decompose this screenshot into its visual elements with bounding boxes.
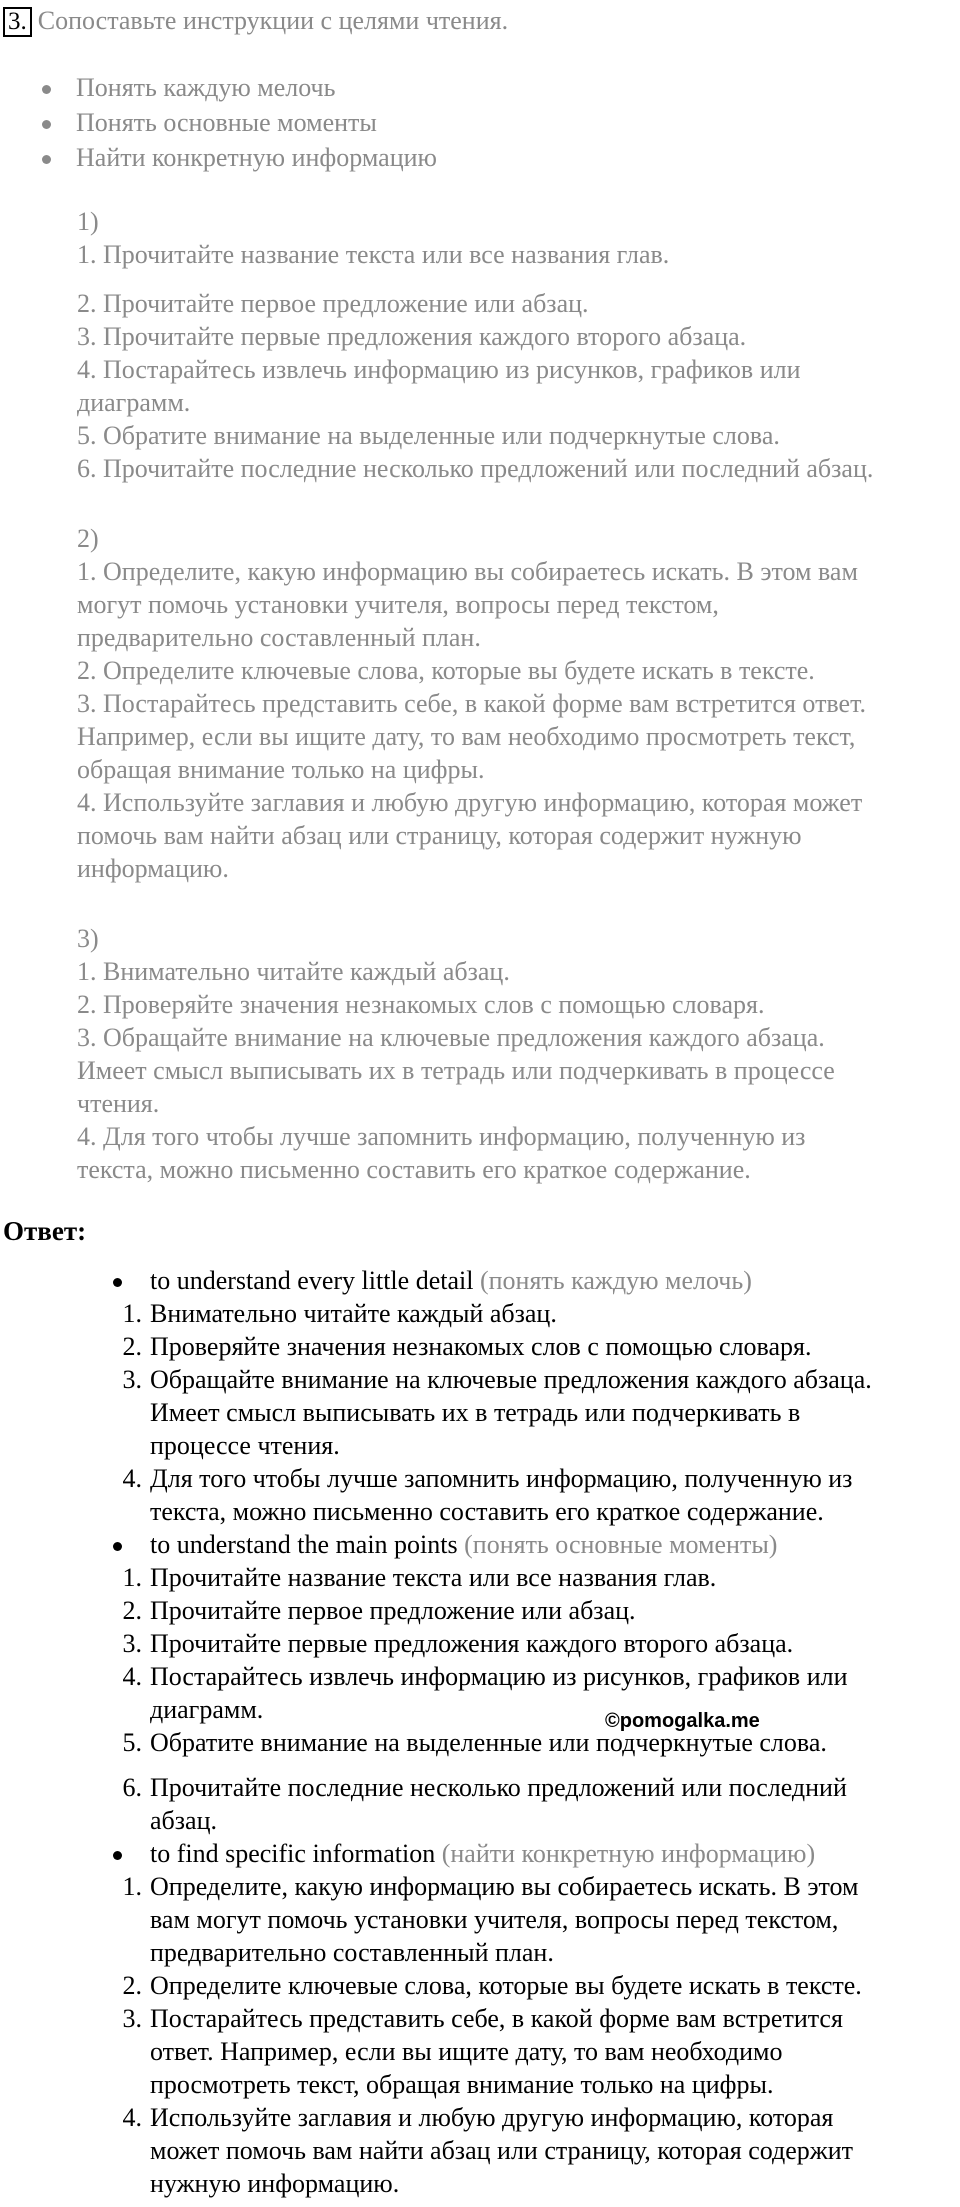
answer-line: абзац. xyxy=(150,1806,217,1835)
answer-line: текста, можно письменно составить его краткое содержание. xyxy=(150,1497,824,1526)
instruction-line: 5. Обратите внимание на выделенные или подчеркнутые слова. xyxy=(77,421,780,450)
goal-item: Найти конкретную информацию xyxy=(36,140,437,175)
answer-line: ответ. Например, если вы ищите дату, то вам необходимо xyxy=(150,2037,783,2066)
answer-line: Обратите внимание на выделенные или подчеркнутые слова. xyxy=(150,1728,827,1757)
answer-line: Прочитайте первые предложения каждого второго абзаца. xyxy=(150,1629,794,1658)
instruction-set-label: 2) xyxy=(77,524,99,553)
goal-english: to understand every little detail xyxy=(150,1266,474,1295)
instruction-line: 4. Используйте заглавия и любую другую информацию, которая может xyxy=(77,788,863,817)
instruction-line: Например, если вы ищите дату, то вам необходимо просмотреть текст, xyxy=(77,722,856,751)
answer-item xyxy=(108,1660,958,1726)
goal-item: Понять основные моменты xyxy=(36,105,437,140)
answer-line: может помочь вам найти абзац или страницу, которая содержит xyxy=(150,2136,854,2165)
instruction-line: 2. Определите ключевые слова, которые вы будете искать в тексте. xyxy=(77,656,815,685)
instruction-line: Имеет смысл выписывать их в тетрадь или подчеркивать в процессе xyxy=(77,1056,835,1085)
item-number: 3. xyxy=(122,2004,142,2033)
goal-english: to understand the main points xyxy=(150,1530,458,1559)
answer-item xyxy=(108,1726,958,1759)
instruction-line: 4. Постарайтесь извлечь информацию из рисунков, графиков или xyxy=(77,355,801,384)
answer-goal xyxy=(108,1528,958,1561)
answer-line: предварительно составленный план. xyxy=(150,1938,554,1967)
answer-line: диаграмм. xyxy=(150,1695,264,1724)
instruction-line: 6. Прочитайте последние несколько предложений или последний абзац. xyxy=(77,454,874,483)
instruction-line: 1. Прочитайте название текста или все названия глав. xyxy=(77,240,670,269)
instruction-line: диаграмм. xyxy=(77,388,191,417)
answer-goal xyxy=(108,1264,958,1297)
answer-label: Ответ: xyxy=(3,1216,87,1246)
answer-goal xyxy=(108,1837,958,1870)
answer-item xyxy=(108,2101,958,2200)
answer-line: Обращайте внимание на ключевые предложения каждого абзаца. xyxy=(150,1365,872,1394)
goal-item: Понять каждую мелочь xyxy=(36,70,437,105)
goal-english: to find specific information xyxy=(150,1839,436,1868)
item-number: 5. xyxy=(122,1728,142,1757)
answer-item xyxy=(108,1969,958,2002)
item-number: 2. xyxy=(122,1332,142,1361)
answer-item xyxy=(108,1297,958,1330)
item-number: 2. xyxy=(122,1971,142,2000)
answer-line: Прочитайте первое предложение или абзац. xyxy=(150,1596,636,1625)
answer-item xyxy=(108,1462,958,1528)
instruction-line: 1. Определите, какую информацию вы собираетесь искать. В этом вам xyxy=(77,557,858,586)
item-number: 4. xyxy=(122,1662,142,1691)
site-watermark: ©pomogalka.me xyxy=(605,1710,760,1732)
goal-russian: (понять каждую мелочь) xyxy=(479,1266,752,1295)
instruction-line: 4. Для того чтобы лучше запомнить информацию, полученную из xyxy=(77,1122,806,1151)
answer-line: Постарайтесь извлечь информацию из рисунков, графиков или xyxy=(150,1662,848,1691)
instruction-line: предварительно составленный план. xyxy=(77,623,481,652)
goal-russian: (найти конкретную информацию) xyxy=(441,1839,816,1868)
item-number: 6. xyxy=(122,1773,142,1802)
instruction-set-1 xyxy=(77,205,957,485)
item-number: 1. xyxy=(122,1299,142,1328)
item-number: 1. xyxy=(122,1563,142,1592)
answer-line: процессе чтения. xyxy=(150,1431,340,1460)
answer-item xyxy=(108,1330,958,1363)
instruction-line: 1. Внимательно читайте каждый абзац. xyxy=(77,957,510,986)
instruction-line: 3. Обращайте внимание на ключевые предложения каждого абзаца. xyxy=(77,1023,825,1052)
answer-list xyxy=(108,1264,958,2200)
instruction-line: обращая внимание только на цифры. xyxy=(77,755,485,784)
instruction-line: 2. Проверяйте значения незнакомых слов с помощью словаря. xyxy=(77,990,765,1019)
instruction-set-3 xyxy=(77,922,957,1186)
answer-line: Прочитайте последние несколько предложений или последний xyxy=(150,1773,847,1802)
answer-item xyxy=(108,1870,958,1969)
answer-item xyxy=(108,1771,958,1837)
instruction-line: 3. Прочитайте первые предложения каждого второго абзаца. xyxy=(77,322,747,351)
item-number: 3. xyxy=(122,1629,142,1658)
answer-line: Определите ключевые слова, которые вы будете искать в тексте. xyxy=(150,1971,862,2000)
instruction-set-label: 3) xyxy=(77,924,99,953)
task-title: Сопоставьте инструкции с целями чтения. xyxy=(37,6,509,35)
answer-line: просмотреть текст, обращая внимание только на цифры. xyxy=(150,2070,774,2099)
answer-item xyxy=(108,1627,958,1660)
answer-item xyxy=(108,1594,958,1627)
answer-line: Определите, какую информацию вы собираетесь искать. В этом xyxy=(150,1872,859,1901)
answer-item xyxy=(108,1561,958,1594)
instruction-line: помочь вам найти абзац или страницу, которая содержит нужную xyxy=(77,821,802,850)
instruction-set-label: 1) xyxy=(77,207,99,236)
answer-line: Для того чтобы лучше запомнить информацию, полученную из xyxy=(150,1464,853,1493)
task-number: 3. xyxy=(3,7,32,37)
instruction-set-2 xyxy=(77,522,957,885)
answer-item xyxy=(108,2002,958,2101)
goal-russian: (понять основные моменты) xyxy=(464,1530,778,1559)
answer-line: Используйте заглавия и любую другую информацию, которая xyxy=(150,2103,834,2132)
item-number: 2. xyxy=(122,1596,142,1625)
answer-line: Внимательно читайте каждый абзац. xyxy=(150,1299,557,1328)
item-number: 1. xyxy=(122,1872,142,1901)
answer-item xyxy=(108,1363,958,1462)
instruction-line: 2. Прочитайте первое предложение или абзац. xyxy=(77,289,589,318)
item-number: 4. xyxy=(122,1464,142,1493)
answer-line: нужную информацию. xyxy=(150,2169,400,2198)
answer-line: Постарайтесь представить себе, в какой форме вам встретится xyxy=(150,2004,843,2033)
instruction-line: 3. Постарайтесь представить себе, в какой форме вам встретится ответ. xyxy=(77,689,867,718)
task-heading xyxy=(3,4,508,38)
answer-line: Проверяйте значения незнакомых слов с помощью словаря. xyxy=(150,1332,812,1361)
instruction-line: чтения. xyxy=(77,1089,160,1118)
answer-line: Имеет смысл выписывать их в тетрадь или подчеркивать в xyxy=(150,1398,801,1427)
goals-list xyxy=(36,70,437,175)
answer-line: вам могут помочь установки учителя, вопросы перед текстом, xyxy=(150,1905,839,1934)
item-number: 3. xyxy=(122,1365,142,1394)
instruction-line: могут помочь установки учителя, вопросы перед текстом, xyxy=(77,590,719,619)
answer-line: Прочитайте название текста или все названия глав. xyxy=(150,1563,717,1592)
item-number: 4. xyxy=(122,2103,142,2132)
instruction-line: информацию. xyxy=(77,854,229,883)
instruction-line: текста, можно письменно составить его краткое содержание. xyxy=(77,1155,751,1184)
